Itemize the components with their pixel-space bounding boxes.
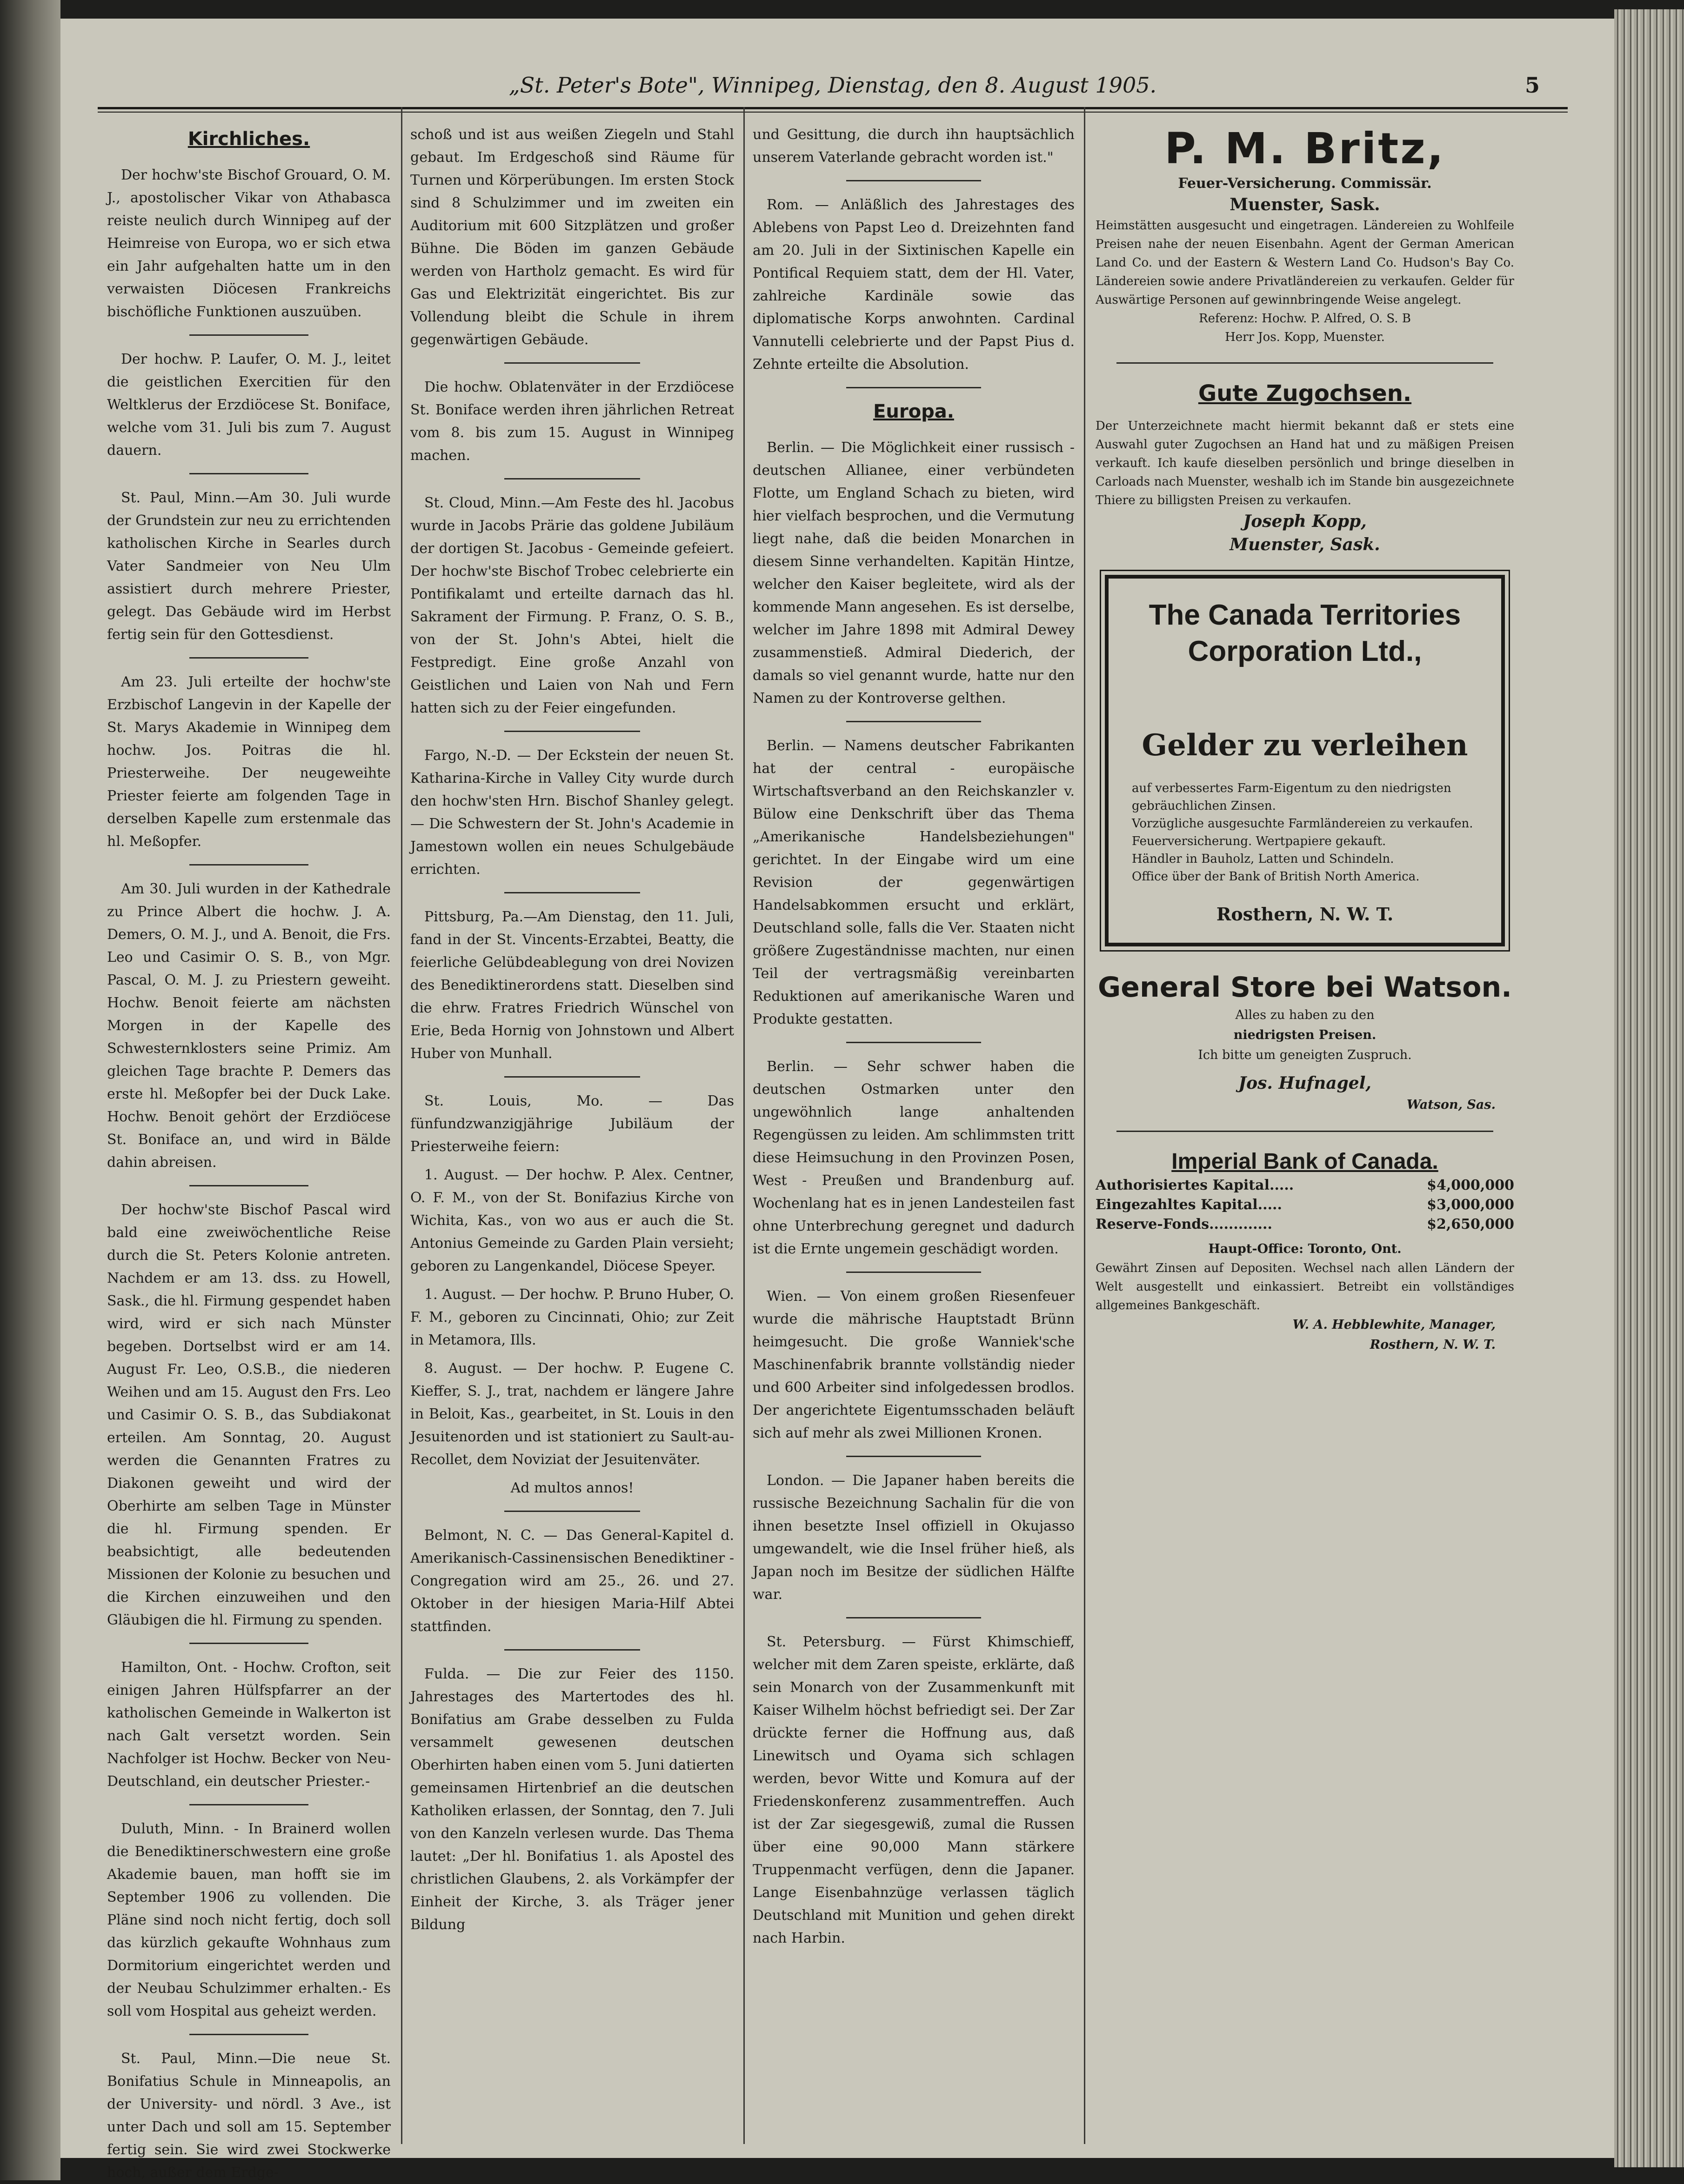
article-paragraph: Berlin. — Die Möglichkeit einer russisch - deutschen Allianee, einer verbündeten Flotte, um England Schach zu bieten, wird hier vielfach besprochen, und die Vermutung liegt nahe, daß die beiden Monarchen in diesem Sinne verhandelten. Kapitän Hintze, welcher den Kaiser begleitete, wird als der kommende Mann angesehen. Es ist derselbe, welcher im Jahre 1898 mit Admiral Dewey zusammenstieß. Admiral Diederich, der damals so viel genannt wurde, hatte nur den Namen zu der Kontroverse gelthen. bbox=[753, 439, 1075, 706]
article-paragraph: Wien. — Von einem großen Riesenfeuer wurde die mährische Hauptstadt Brünn heimgesucht. Die große Wanniek'sche Maschinenfabrik brannte vollständig nieder und 600 Arbeiter sind infolgedessen brodlos. Der angerichtete Eigentumsschaden beläuft sich auf mehr als zwei Millionen Kronen. bbox=[753, 1288, 1075, 1441]
ad-bank-row bbox=[1096, 1215, 1514, 1234]
article-paragraph: 8. August. — Der hochw. P. Eugene C. Kieffer, S. J., trat, nachdem er längere Jahre in Beloit, Kas., gearbeitet, in St. Louis in den Jesuitenorden und ist stationiert zu Sault-au-Recollet, dem Noviziat der Jesuitenväter. bbox=[410, 1360, 734, 1468]
article-paragraph: schoß und ist aus weißen Ziegeln und Stahl gebaut. Im Erdgeschoß sind Räume für Turnen und Körperübungen. Im ersten Stock sind 8 Schulzimmer und im zweiten ein Auditorium mit 600 Sitzplätzen und großer Bühne. Die Böden im ganzen Gebäude werden von Hartholz gemacht. Es wird für Gas und Elektrizität eingerichtet. Bis zur Vollendung bleibt die Schule in ihrem gegenwärtigen Gebäude. bbox=[410, 127, 734, 348]
ad-watson bbox=[1096, 970, 1514, 1115]
header-rule-thin bbox=[98, 112, 1568, 113]
article-separator bbox=[189, 2034, 308, 2035]
advertisement-column bbox=[1096, 123, 1514, 1371]
article-separator bbox=[189, 334, 308, 336]
article-separator bbox=[189, 473, 308, 474]
article-separator bbox=[504, 478, 640, 479]
page-number: 5 bbox=[1524, 73, 1540, 98]
ad-bank-row-value: $4,000,000 bbox=[1427, 1177, 1514, 1193]
ad-kopp-signature: Joseph Kopp, bbox=[1243, 512, 1367, 531]
article-paragraph: Belmont, N. C. — Das General-Kapitel d. Amerikanisch-Cassinensischen Benediktiner - Congregation wird am 25., 26. und 27. Oktober in der hiesigen Maria-Hilf Abtei stattfinden. bbox=[410, 1527, 734, 1635]
article-paragraph: London. — Die Japaner haben bereits die russische Bezeichnung Sachalin für die von ihnen besetzte Insel offiziell in Okujasso umgewandelt, wie die Insel früher hieß, als Japan noch im Besitze der südlichen Hälfte war. bbox=[753, 1472, 1075, 1603]
ad-kopp-body: Der Unterzeichnete macht hiermit bekannt daß er stets eine Auswahl guter Zugochsen an Hand hat und zu mäßigen Preisen verkauft. Ich kaufe dieselben persönlich und bringe dieselben in Carloads nach Muenster, weshalb ich im Stande bin ausgezeichnete Thiere zu billigsten Preisen zu verkaufen. bbox=[1096, 419, 1514, 507]
section-title-europa: Europa. bbox=[873, 401, 954, 422]
section-title-kirchliches: Kirchliches. bbox=[187, 128, 310, 150]
ad-bank-row-value: $3,000,000 bbox=[1427, 1197, 1514, 1213]
article-paragraph: St. Petersburg. — Fürst Khimschieff, welcher mit dem Zaren speiste, erklärte, daß sein Monarch von der Zusammenkunft mit Kaiser Wilhelm höchst befriedigt sei. Der Zar drückte ferner die Hoffnung aus, daß Linewitsch und Oyama sich schlagen werden, bevor Witte und Komura auf der Friedenskonferenz zusammentreffen. Auch ist der Zar siegesgewiß, zumal die Russen über eine 90,000 Mann stärkere Truppenmacht verfügen, denn die Japaner. Lange Eisenbahnzüge verlassen täglich Deutschland mit Munition und gehen direkt nach Harbin. bbox=[753, 1634, 1075, 1946]
ad-kopp-title: Gute Zugochsen. bbox=[1198, 380, 1412, 406]
ad-bank-place: Rosthern, N. W. T. bbox=[1370, 1338, 1496, 1352]
adjacent-page-gutter bbox=[0, 0, 60, 2180]
ad-watson-line1: Alles zu haben zu den bbox=[1235, 1008, 1375, 1022]
ad-britz-references: Referenz: Hochw. P. Alfred, O. S. B Herr Jos. Kopp, Muenster. bbox=[1199, 312, 1411, 344]
ad-bank-signature: W. A. Hebblewhite, Manager, bbox=[1292, 1318, 1496, 1332]
article-paragraph: Duluth, Minn. - In Brainerd wollen die Benediktinerschwestern eine große Akademie bauen, man hofft sie im September 1906 zu vollenden. Die Pläne sind noch nicht fertig, doch soll das kürzlich gekaufte Wohnhaus zum Dormitorium eingerichtet werden und der Neubau Schulzimmer erhalten.- Es soll vom Hospital aus geheizt werden. bbox=[107, 1821, 391, 2019]
article-paragraph: und Gesittung, die durch ihn hauptsächlich unserem Vaterlande gebracht worden ist." bbox=[753, 127, 1075, 166]
ad-bank-row-label: Authorisiertes Kapital..... bbox=[1096, 1177, 1294, 1193]
article-separator bbox=[189, 1185, 308, 1186]
ad-bank-row-label: Eingezahltes Kapital..... bbox=[1096, 1197, 1282, 1213]
article-separator bbox=[846, 180, 982, 181]
column-rule bbox=[401, 107, 402, 2144]
article-separator bbox=[504, 731, 640, 732]
article-paragraph: Fulda. — Die zur Feier des 1150. Jahrestages des Martertodes des hl. Bonifatius am Grabe desselben zu Fulda versammelt gewesenen deutschen Oberhirten haben einen vom 5. Juni datierten gemeinsamen Hirtenbrief an die deutschen Katholiken erlassen, der Sonntag, den 7. Juli von den Kanzeln verlesen wurde. Das Thema lautet: „Der hl. Bonifatius 1. als Apostel des christlichen Glaubens, 2. als Vorkämpfer der Einheit der Kirche, 3. als Träger jener Bildung bbox=[410, 1666, 734, 1933]
ad-britz-body: Heimstätten ausgesucht und eingetragen. Ländereien zu Wohlfeile Preisen nahe der neuen Eisenbahn. Agent der German American Land Co. und der Eastern & Western Land Co. Hudson's Bay Co. Ländereien sowie andere Privatländereien zu verkaufen. Gelder für Auswärtige Personen auf gewinnbringende Weise angelegt. bbox=[1096, 219, 1514, 307]
article-paragraph: Fargo, N.-D. — Der Eckstein der neuen St. Katharina-Kirche in Valley City wurde durch den hochw'sten Hrn. Bischof Shanley gelegt.— Die Schwestern der St. John's Academie in Jamestown wollen ein neues Schulgebäude errichten. bbox=[410, 747, 734, 878]
article-separator bbox=[504, 1076, 640, 1078]
column-rule bbox=[1084, 107, 1085, 2144]
article-separator bbox=[504, 1511, 640, 1512]
article-paragraph: Ad multos annos! bbox=[510, 1480, 634, 1496]
masthead bbox=[98, 64, 1568, 106]
article-paragraph: Rom. — Anläßlich des Jahrestages des Ablebens von Papst Leo d. Dreizehnten fand am 20. Juli in der Sixtinischen Kapelle ein Pontifical Requiem statt, dem der Hl. Vater, zahlreiche Kardinäle sowie das diplomatische Korps anwohnten. Cardinal Vannutelli celebrierte und der Papst Pius d. Zehnte erteilte die Absolution. bbox=[753, 197, 1075, 373]
ad-britz-name: P. M. Britz, bbox=[1164, 124, 1445, 173]
newspaper-page bbox=[60, 19, 1614, 2181]
article-paragraph: Am 30. Juli wurden in der Kathedrale zu Prince Albert die hochw. J. A. Demers, O. M. J., und A. Benoit, die Frs. Leo und Casimir O. S. B., von Mgr. Pascal, O. M. J. zu Priestern geweiht. Hochw. Benoit feierte am nächsten Morgen in der Kapelle des Schwesternklosters seine Primiz. Am gleichen Tage brachte P. Demers das erste hl. Meßopfer bei der Duck Lake. Hochw. Benoit gehört der Erzdiöcese St. Boniface an, und wird in Bälde dahin abreisen. bbox=[107, 881, 391, 1171]
ad-ctc-company: The Canada Territories Corporation Ltd., bbox=[1149, 599, 1461, 667]
ad-ctc-place: Rosthern, N. W. T. bbox=[1216, 904, 1394, 925]
ad-imperial-bank bbox=[1096, 1148, 1514, 1355]
ad-ctc-headline: Gelder zu verleihen bbox=[1142, 728, 1468, 763]
ad-watson-signature: Jos. Hufnagel, bbox=[1238, 1073, 1371, 1093]
ad-britz bbox=[1096, 123, 1514, 346]
article-paragraph: 1. August. — Der hochw. P. Alex. Centner, O. F. M., von der St. Bonifazius Kirche von Wichita, Kas., von wo aus er auch die St. Antonius Gemeinde zu Garden Plain versieht; geboren zu Langenkandel, Diöcese Speyer. bbox=[410, 1167, 734, 1274]
article-separator bbox=[846, 387, 982, 388]
ad-watson-line2: niedrigsten Preisen. bbox=[1233, 1028, 1377, 1042]
article-paragraph: Hamilton, Ont. - Hochw. Crofton, seit einigen Jahren Hülfspfarrer an der katholischen Gemeinde in Walkerton ist nach Galt versetzt worden. Sein Nachfolger ist Hochw. Becker von Neu-Deutschland, ein deutscher Priester.- bbox=[107, 1659, 391, 1790]
ad-separator bbox=[1116, 1131, 1493, 1132]
ad-watson-line3: Ich bitte um geneigten Zuspruch. bbox=[1198, 1048, 1412, 1062]
column-3 bbox=[753, 123, 1075, 2123]
article-paragraph: Die hochw. Oblatenväter in der Erzdiöcese St. Boniface werden ihren jährlichen Retreat vom 8. bis zum 15. August in Winnipeg machen. bbox=[410, 379, 734, 464]
ad-bank-body: Gewährt Zinsen auf Depositen. Wechsel nach allen Ländern der Welt ausgestellt und einkassiert. Betreibt ein vollständiges allgemeines Bankgeschäft. bbox=[1096, 1261, 1514, 1312]
column-rule bbox=[743, 107, 745, 2144]
ad-bank-row-value: $2,650,000 bbox=[1427, 1216, 1514, 1232]
article-paragraph: St. Louis, Mo. — Das fünfundzwanzigjährige Jubiläum der Priesterweihe feiern: bbox=[410, 1093, 734, 1155]
article-separator bbox=[189, 864, 308, 866]
ad-bank-row bbox=[1096, 1176, 1514, 1195]
ad-britz-city: Muenster, Sask. bbox=[1230, 195, 1380, 214]
ad-bank-row bbox=[1096, 1195, 1514, 1215]
article-separator bbox=[504, 1649, 640, 1651]
article-paragraph: 1. August. — Der hochw. P. Bruno Huber, O. F. M., geboren zu Cincinnati, Ohio; zur Zeit in Metamora, Ills. bbox=[410, 1286, 734, 1348]
ad-ctc-body: auf verbessertes Farm-Eigentum zu den niedrigsten gebräuchlichen Zinsen. Vorzügliche ausgesuchte Farmländereien zu verkaufen. Feuerversicherung. Wertpapiere gekauft. Händler in Bauholz, Latten und Schindeln. Office über der Bank of British North America. bbox=[1132, 781, 1473, 884]
article-separator bbox=[846, 1456, 982, 1457]
article-separator bbox=[846, 1272, 982, 1273]
ad-separator bbox=[1116, 362, 1493, 364]
ad-kopp bbox=[1096, 380, 1514, 556]
article-paragraph: Berlin. — Namens deutscher Fabrikanten hat der central - europäische Wirtschaftsverband an den Reichskanzler v. Bülow eine Denkschrift über das Thema „Amerikanische Handelsbeziehungen" gerichtet. In der Eingabe wird um eine Revision der gegenwärtigen Handelsabkommen ersucht und erklärt, Deutschland solle, falls die Ver. Staaten nicht größere Zugeständnisse machten, nur einen Teil der vertragsmäßig vereinbarten Reduktionen auf amerikanische Waren und Produkte gestatten. bbox=[753, 738, 1075, 1027]
article-paragraph: Der hochw'ste Bischof Pascal wird bald eine zweiwöchentliche Reise durch die St. Peters Kolonie antreten. Nachdem er am 13. dss. zu Howell, Sask., die hl. Firmung gespendet haben wird, wird er sich nach Münster begeben. Dortselbst wird er am 14. August Fr. Leo, O.S.B., die niederen Weihen und am 15. August den Frs. Leo und Casimir O. S. B., das Subdiakonat erteilen. Am Sonntag, 20. August werden die Genannten Fratres zu Diakonen geweiht und wird der Oberhirte am selben Tage in Münster die hl. Firmung spenden. Er beabsichtigt, alle bedeutenden Missionen der Kolonie zu besuchen und die Kirchen einzuweihen und den Gläubigen die hl. Firmung zu spenden. bbox=[107, 1202, 391, 1628]
article-paragraph: Der hochw. P. Laufer, O. M. J., leitet die geistlichen Exercitien für den Weltklerus der Erzdiöcese St. Boniface, welche vom 31. Juli bis zum 7. August dauern. bbox=[107, 351, 391, 459]
article-paragraph: Berlin. — Sehr schwer haben die deutschen Ostmarken unter den ungewöhnlich lange anhaltenden Regengüssen zu leiden. Am schlimmsten tritt diese Heimsuchung in den Provinzen Posen, West - Preußen und Brandenburg auf. Wochenlang hat es in jenen Landesteilen fast ohne Unterbrechung geregnet und dadurch ist die Ernte ungemein geschädigt worden. bbox=[753, 1059, 1075, 1257]
ad-watson-place: Watson, Sas. bbox=[1406, 1098, 1496, 1112]
article-separator bbox=[189, 657, 308, 659]
ad-britz-subtitle: Feuer-Versicherung. Commissär. bbox=[1178, 175, 1432, 192]
article-paragraph: Pittsburg, Pa.—Am Dienstag, den 11. Juli, fand in der St. Vincents-Erzabtei, Beatty, die feierliche Gelübdeablegung von drei Novizen des Benediktinerordens statt. Dieselben sind die ehrw. Fratres Friedrich Wünschel von Erie, Beda Hornig von Johnstown und Albert Huber von Munhall. bbox=[410, 909, 734, 1062]
article-paragraph: Am 23. Juli erteilte der hochw'ste Erzbischof Langevin in der Kapelle der St. Marys Akademie in Winnipeg dem hochw. Jos. Poitras die hl. Priesterweihe. Der neugeweihte Priester feierte am folgenden Tage in derselben Kapelle zum erstenmale das hl. Meßopfer. bbox=[107, 674, 391, 850]
ad-bank-row-label: Reserve-Fonds............. bbox=[1096, 1216, 1272, 1232]
article-separator bbox=[846, 721, 982, 722]
ad-kopp-place: Muenster, Sask. bbox=[1230, 535, 1380, 554]
article-separator bbox=[189, 1643, 308, 1644]
ad-canada-territories bbox=[1105, 575, 1505, 946]
article-paragraph: St. Paul, Minn.—Die neue St. Bonifatius Schule in Minneapolis, an der University- und nördl. 3 Ave., ist unter Dach und soll am 15. September fertig sein. Sie wird zwei Stockwerke hoch, außer dem Erdge- bbox=[107, 2051, 391, 2181]
article-separator bbox=[504, 362, 640, 364]
ad-bank-office: Haupt-Office: Toronto, Ont. bbox=[1208, 1242, 1402, 1256]
column-1 bbox=[107, 123, 391, 2181]
header-rule bbox=[98, 107, 1568, 109]
ad-bank-title: Imperial Bank of Canada. bbox=[1171, 1149, 1438, 1174]
ad-watson-title: General Store bei Watson. bbox=[1098, 971, 1512, 1004]
masthead-text: „St. Peter's Bote", Winnipeg, Dienstag, den 8. August 1905. bbox=[508, 73, 1157, 98]
article-separator bbox=[846, 1617, 982, 1618]
article-paragraph: St. Paul, Minn.—Am 30. Juli wurde der Grundstein zur neu zu errichtenden katholischen Kirche in Searles durch Vater Sandmeier von Neu Ulm assistiert durch mehrere Priester, gelegt. Das Gebäude wird im Herbst fertig sein für den Gottesdienst. bbox=[107, 490, 391, 643]
article-paragraph: Der hochw'ste Bischof Grouard, O. M. J., apostolischer Vikar von Athabasca reiste neulich durch Winnipeg auf der Heimreise von Europa, wo er sich etwa ein Jahr aufgehalten hatte um in den verwaisten Diöcesen Frankreichs bischöfliche Funktionen auszuüben. bbox=[107, 167, 391, 320]
column-2 bbox=[410, 123, 734, 2123]
article-separator bbox=[189, 1804, 308, 1805]
article-separator bbox=[504, 892, 640, 893]
article-paragraph: St. Cloud, Minn.—Am Feste des hl. Jacobus wurde in Jacobs Prärie das goldene Jubiläum der dortigen St. Jacobus - Gemeinde gefeiert. Der hochw'ste Bischof Trobec celebrierte ein Pontifikalamt und erteilte darnach das hl. Sakrament der Firmung. P. Franz, O. S. B., von der St. John's Abtei, hielt die Festpredigt. Eine große Anzahl von Geistlichen und Laien von Nah und Fern hatten sich zu der Feier eingefunden. bbox=[410, 495, 734, 716]
article-separator bbox=[846, 1042, 982, 1043]
bound-page-edges bbox=[1614, 9, 1684, 2167]
